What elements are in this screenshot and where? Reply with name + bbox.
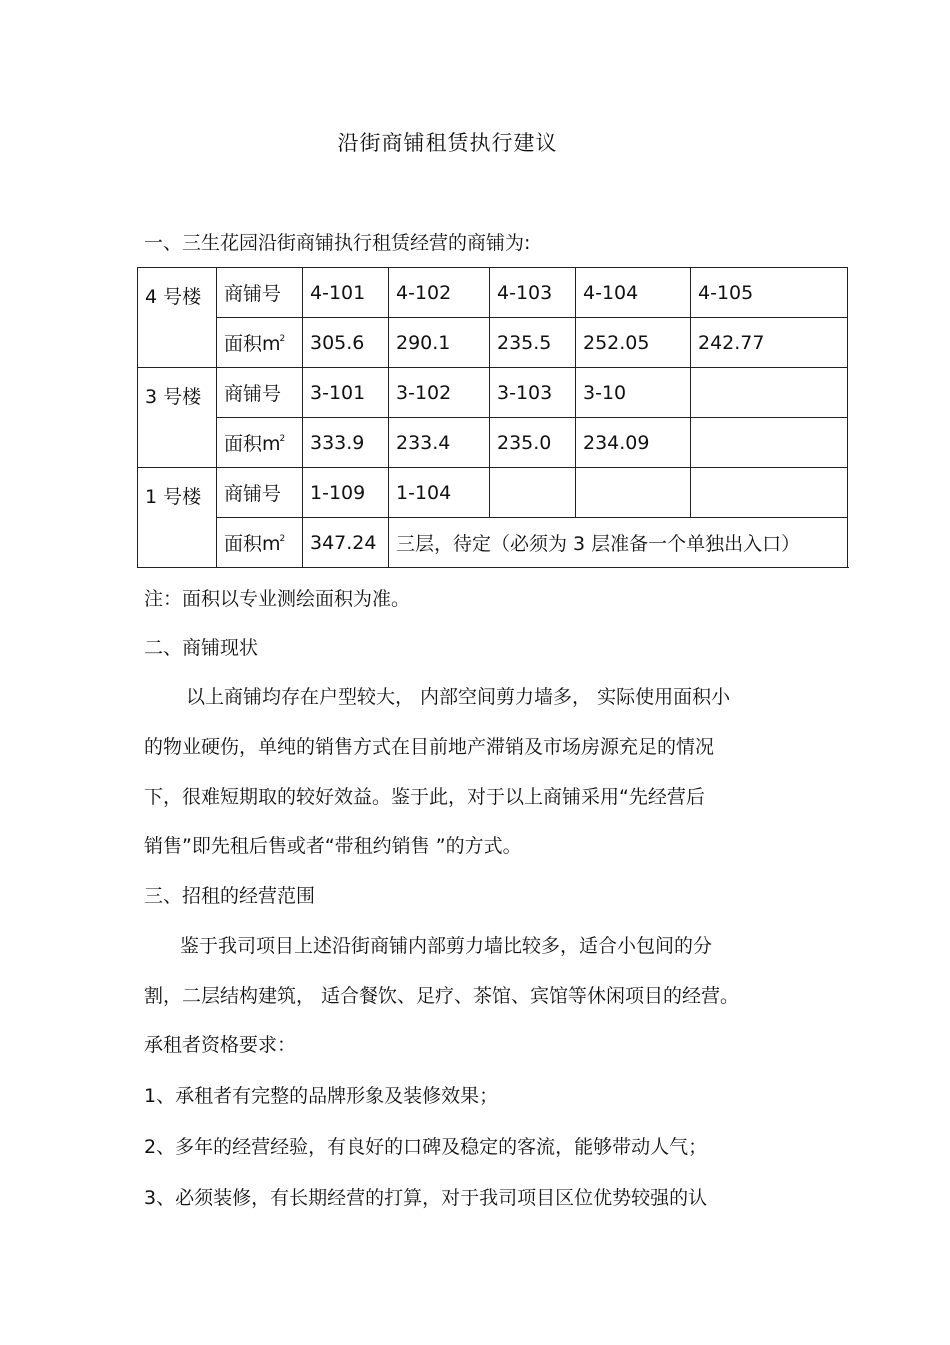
shop-no-cell: 4-102	[389, 268, 490, 318]
area-cell: 234.09	[576, 418, 691, 468]
area-cell: 290.1	[389, 318, 490, 368]
paragraph-line: 的物业硬伤，单纯的销售方式在目前地产滞销及市场房源充足的情况	[144, 736, 715, 758]
shop-no-cell	[490, 468, 576, 518]
shop-no-cell: 1-109	[303, 468, 389, 518]
paragraph-line: 割，二层结构建筑， 适合餐饮、足疗、茶馆、宾馆等休闲项目的经营。	[144, 985, 740, 1007]
shop-no-cell: 3-10	[576, 368, 691, 418]
area-cell: 233.4	[389, 418, 490, 468]
table-row	[138, 268, 848, 318]
area-cell: 252.05	[576, 318, 691, 368]
table-row	[138, 368, 848, 418]
shop-no-cell: 4-104	[576, 268, 691, 318]
building-label: 3 号楼	[138, 368, 217, 468]
shop-no-cell: 4-101	[303, 268, 389, 318]
shop-no-cell	[691, 468, 848, 518]
section1-heading: 一、三生花园沿街商铺执行租赁经营的商铺为:	[144, 232, 531, 254]
shop-no-label: 商铺号	[217, 268, 303, 318]
paragraph-line: 下，很难短期取的较好效益。鉴于此，对于以上商铺采用“先经营后	[144, 786, 705, 808]
shop-no-cell: 3-102	[389, 368, 490, 418]
area-cell: 305.6	[303, 318, 389, 368]
shop-no-cell	[576, 468, 691, 518]
table-row	[138, 468, 848, 518]
shop-no-label: 商铺号	[217, 368, 303, 418]
table-row	[138, 418, 848, 468]
table-row	[138, 518, 848, 568]
shop-no-cell: 4-103	[490, 268, 576, 318]
shop-no-cell	[691, 368, 848, 418]
requirement-item: 3、必须装修，有长期经营的打算，对于我司项目区位优势较强的认	[144, 1187, 708, 1209]
shop-no-cell: 4-105	[691, 268, 848, 318]
paragraph-line: 鉴于我司项目上述沿街商铺内部剪力墙比较多，适合小包间的分	[180, 935, 713, 957]
shop-no-cell: 3-101	[303, 368, 389, 418]
area-cell: 235.0	[490, 418, 576, 468]
section2-heading: 二、商铺现状	[144, 637, 259, 659]
area-cell	[691, 418, 848, 468]
paragraph-line: 销售”即先租后售或者“带租约销售 ”的方式。	[144, 835, 522, 857]
area-note: 注：面积以专业测绘面积为准。	[144, 588, 411, 610]
requirement-item: 1、承租者有完整的品牌形象及装修效果；	[144, 1085, 499, 1107]
area-note-cell: 三层，待定（必须为 3 层准备一个单独出入口）	[389, 518, 848, 568]
building-label: 4 号楼	[138, 268, 217, 368]
area-cell: 333.9	[303, 418, 389, 468]
area-label: 面积$m^2$	[217, 518, 303, 568]
shop-no-label: 商铺号	[217, 468, 303, 518]
paragraph-line: 以上商铺均存在户型较大， 内部空间剪力墙多， 实际使用面积小	[186, 686, 731, 708]
area-cell: 242.77	[691, 318, 848, 368]
building-label: 1 号楼	[138, 468, 217, 568]
document-title: 沿街商铺租赁执行建议	[337, 131, 558, 155]
shop-no-cell: 1-104	[389, 468, 490, 518]
area-cell: 235.5	[490, 318, 576, 368]
shop-table	[137, 267, 848, 568]
area-label: 面积$m^2$	[217, 418, 303, 468]
section3-heading: 三、招租的经营范围	[144, 885, 316, 907]
shop-no-cell: 3-103	[490, 368, 576, 418]
requirement-item: 2、多年的经营经验，有良好的口碑及稳定的客流，能够带动人气；	[144, 1136, 708, 1158]
table-row	[138, 318, 848, 368]
area-label: 面积$m^2$	[217, 318, 303, 368]
requirements-heading: 承租者资格要求：	[144, 1034, 297, 1056]
area-cell: 347.24	[303, 518, 389, 568]
